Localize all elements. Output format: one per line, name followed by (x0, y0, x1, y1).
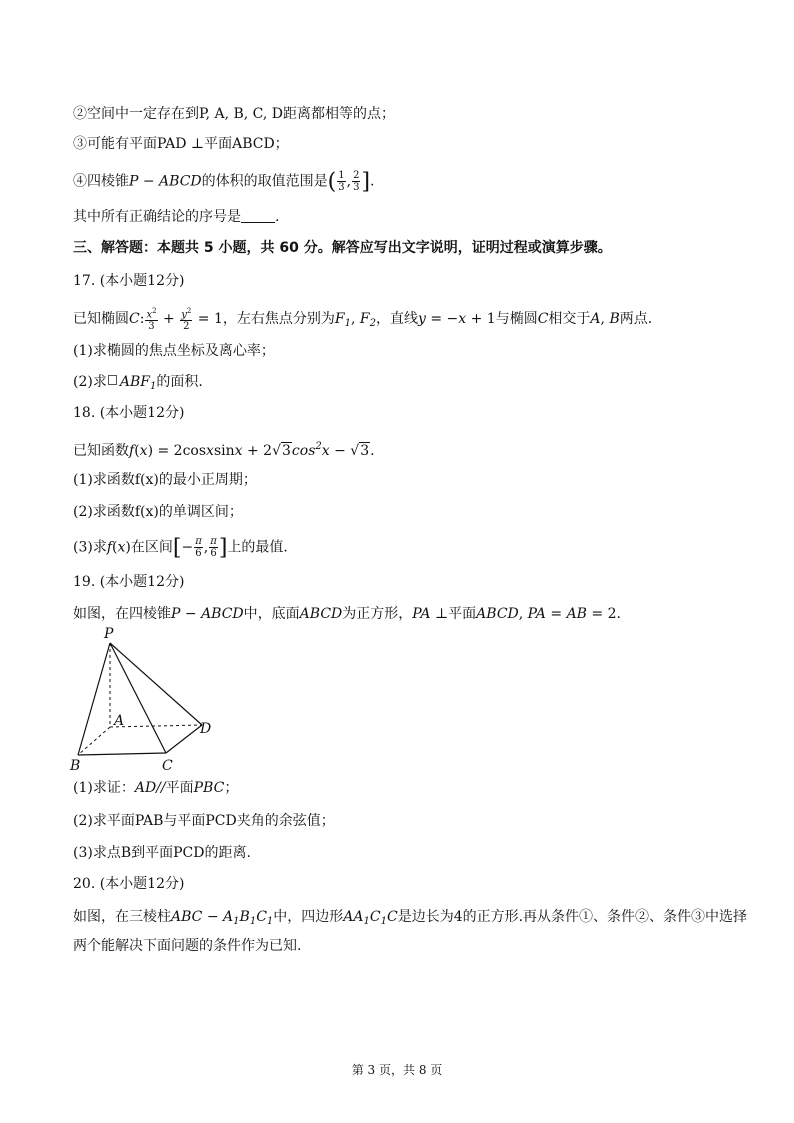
q20-stem-line2 (73, 936, 301, 956)
statement-4: ④四棱锥P − ABCD的体积的取值范围是( $\frac{1}{3}$ , $\frac{2}{3}$ ]. (73, 169, 375, 195)
q20-stem-c: 是边长为4的正方形.再从条件①、条件②、条件③中选择 (397, 909, 748, 925)
q17-title (73, 271, 184, 291)
q17-part2-math: ABF (119, 374, 150, 390)
section-header (73, 238, 612, 258)
q19-part1-math: AD// (134, 780, 166, 796)
q19-stem-d: 平面 (448, 606, 477, 622)
q19-part1-prefix: (1)求证： (73, 780, 135, 796)
q17-stem-e: 相交于 (548, 311, 591, 328)
q19-part2-text: (2)求平面PAB与平面PCD夹角的余弦值； (73, 813, 335, 829)
q18-title-text: 18. (本小题12分) (73, 405, 185, 421)
range-close: ] (361, 169, 371, 195)
q17-stem-a: 已知椭圆 (73, 311, 129, 328)
range-open: ( (327, 169, 337, 195)
label-b: B (70, 758, 81, 773)
edge-pb (78, 643, 110, 755)
statement-3 (73, 134, 289, 154)
edge-ab (78, 727, 110, 755)
range-upper: $\frac{2}{3}$ (353, 170, 360, 193)
q19-part2 (73, 811, 335, 831)
q17-stem-c: 直线 (389, 311, 418, 328)
q18-part3-prefix: (3)求 (73, 539, 107, 556)
q19-part1-mid: 平面 (165, 780, 194, 796)
q18-part2-text: (2)求函数f(x)的单调区间； (73, 504, 243, 520)
q19-part1-math2: PBC (193, 780, 225, 796)
fill-in-question: 其中所有正确结论的序号是 . (73, 209, 280, 225)
q19-title (73, 572, 184, 592)
q17-part1-text: (1)求椭圆的焦点坐标及离心率； (73, 343, 275, 359)
q18-part3-mid: 在区间 (130, 539, 173, 556)
edge-bc (78, 753, 166, 755)
q18-part1 (73, 470, 257, 490)
statement-4-prefix: ④四棱锥 (73, 173, 129, 190)
q18-stem: 已知函数f(x) = 2cosxsinx + $2√3\cos^2x - √3$. (73, 441, 375, 459)
pyramid-figure (68, 625, 228, 773)
q20-stem-line2-text: 两个能解决下面问题的条件作为已知. (73, 938, 302, 954)
q17-part1 (73, 341, 275, 361)
q18-stem-a: 已知函数 (73, 443, 129, 459)
q19-title-text: 19. (本小题12分) (73, 574, 185, 590)
q19-part3-text: (3)求点B到平面PCD的距离. (73, 845, 251, 861)
q17-part2-suffix: 的面积. (156, 374, 203, 390)
edge-pc (110, 643, 166, 753)
q19-part3 (73, 843, 251, 863)
q20-stem: 如图，在三棱柱ABC − $A_1B_1C_1$中，四边形$AA_1C_1C$是边长为4的正方形.再从条件①、条件②、条件③中选择 (73, 909, 748, 927)
fill-in-text: 其中所有正确结论的序号是 (73, 209, 241, 225)
q19-stem-a: 如图，在四棱锥 (73, 606, 171, 622)
q17-part2-prefix: (2)求 (73, 374, 107, 390)
label-c: C (162, 758, 173, 773)
q20-title (73, 874, 184, 894)
section-header-text: 三、解答题：本题共 5 小题，共 60 分。解答应写出文字说明，证明过程或演算步骤。 (73, 240, 612, 256)
statement-4-mid: 的体积的取值范围是 (201, 173, 328, 190)
range-lower: $\frac{1}{3}$ (338, 170, 345, 193)
q17-stem-b: 左右焦点分别为 (236, 311, 335, 328)
q18-part2 (73, 502, 243, 522)
label-d: D (200, 721, 212, 737)
statement-4-math: P − ABCD (129, 173, 202, 190)
q20-stem-b: 中，四边形 (273, 909, 344, 925)
q17-part2: (2)求 $ABF_1$的面积. (73, 374, 203, 392)
q19-part1-suffix: ； (224, 780, 239, 796)
q17-stem-d: 与椭圆 (495, 311, 538, 328)
statement-2 (73, 104, 395, 124)
triangle-symbol-icon (108, 375, 117, 385)
page-number: 第 3 页，共 8 页 (351, 1063, 443, 1077)
q17-title-text: 17. (本小题12分) (73, 273, 185, 289)
label-p: P (104, 626, 114, 642)
page-footer (0, 1061, 794, 1078)
q19-stem-c: 为正方形， (342, 606, 413, 622)
q18-part3: (3)求f(x)在区间[− $\frac{\pi}{6}$ , $\frac{\pi}{6}$ ]上的最值. (73, 535, 288, 561)
q20-stem-a: 如图，在三棱柱 (73, 909, 171, 925)
q18-part1-text: (1)求函数f(x)的最小正周期； (73, 472, 257, 488)
edge-cd (166, 725, 202, 753)
q19-stem: 如图，在四棱锥P − ABCD中，底面ABCD为正方形，PA ⊥平面ABCD, PA = AB = 2. (73, 606, 621, 622)
q18-part3-suffix: 上的最值. (227, 539, 288, 556)
q19-stem-b: 中，底面 (243, 606, 300, 622)
q20-title-text: 20. (本小题12分) (73, 876, 185, 892)
q17-stem: 已知椭圆C: $\frac{x^2}{3}$ + $\frac{y^2}{2}$ = 1，左右焦点分别为$F_1$, $F_2$，直线y = −x + 1与椭圆C相交于A, B两点. (73, 307, 653, 333)
statement-2-text: ②空间中一定存在到P, A, B, C, D距离都相等的点； (73, 106, 396, 122)
label-a: A (114, 713, 125, 729)
statement-3-text: ③可能有平面PAD ⊥平面ABCD； (73, 136, 289, 152)
q19-part1 (73, 778, 238, 798)
answer-blank (241, 222, 275, 223)
q17-stem-f: 两点. (619, 311, 653, 328)
q18-title (73, 403, 184, 423)
